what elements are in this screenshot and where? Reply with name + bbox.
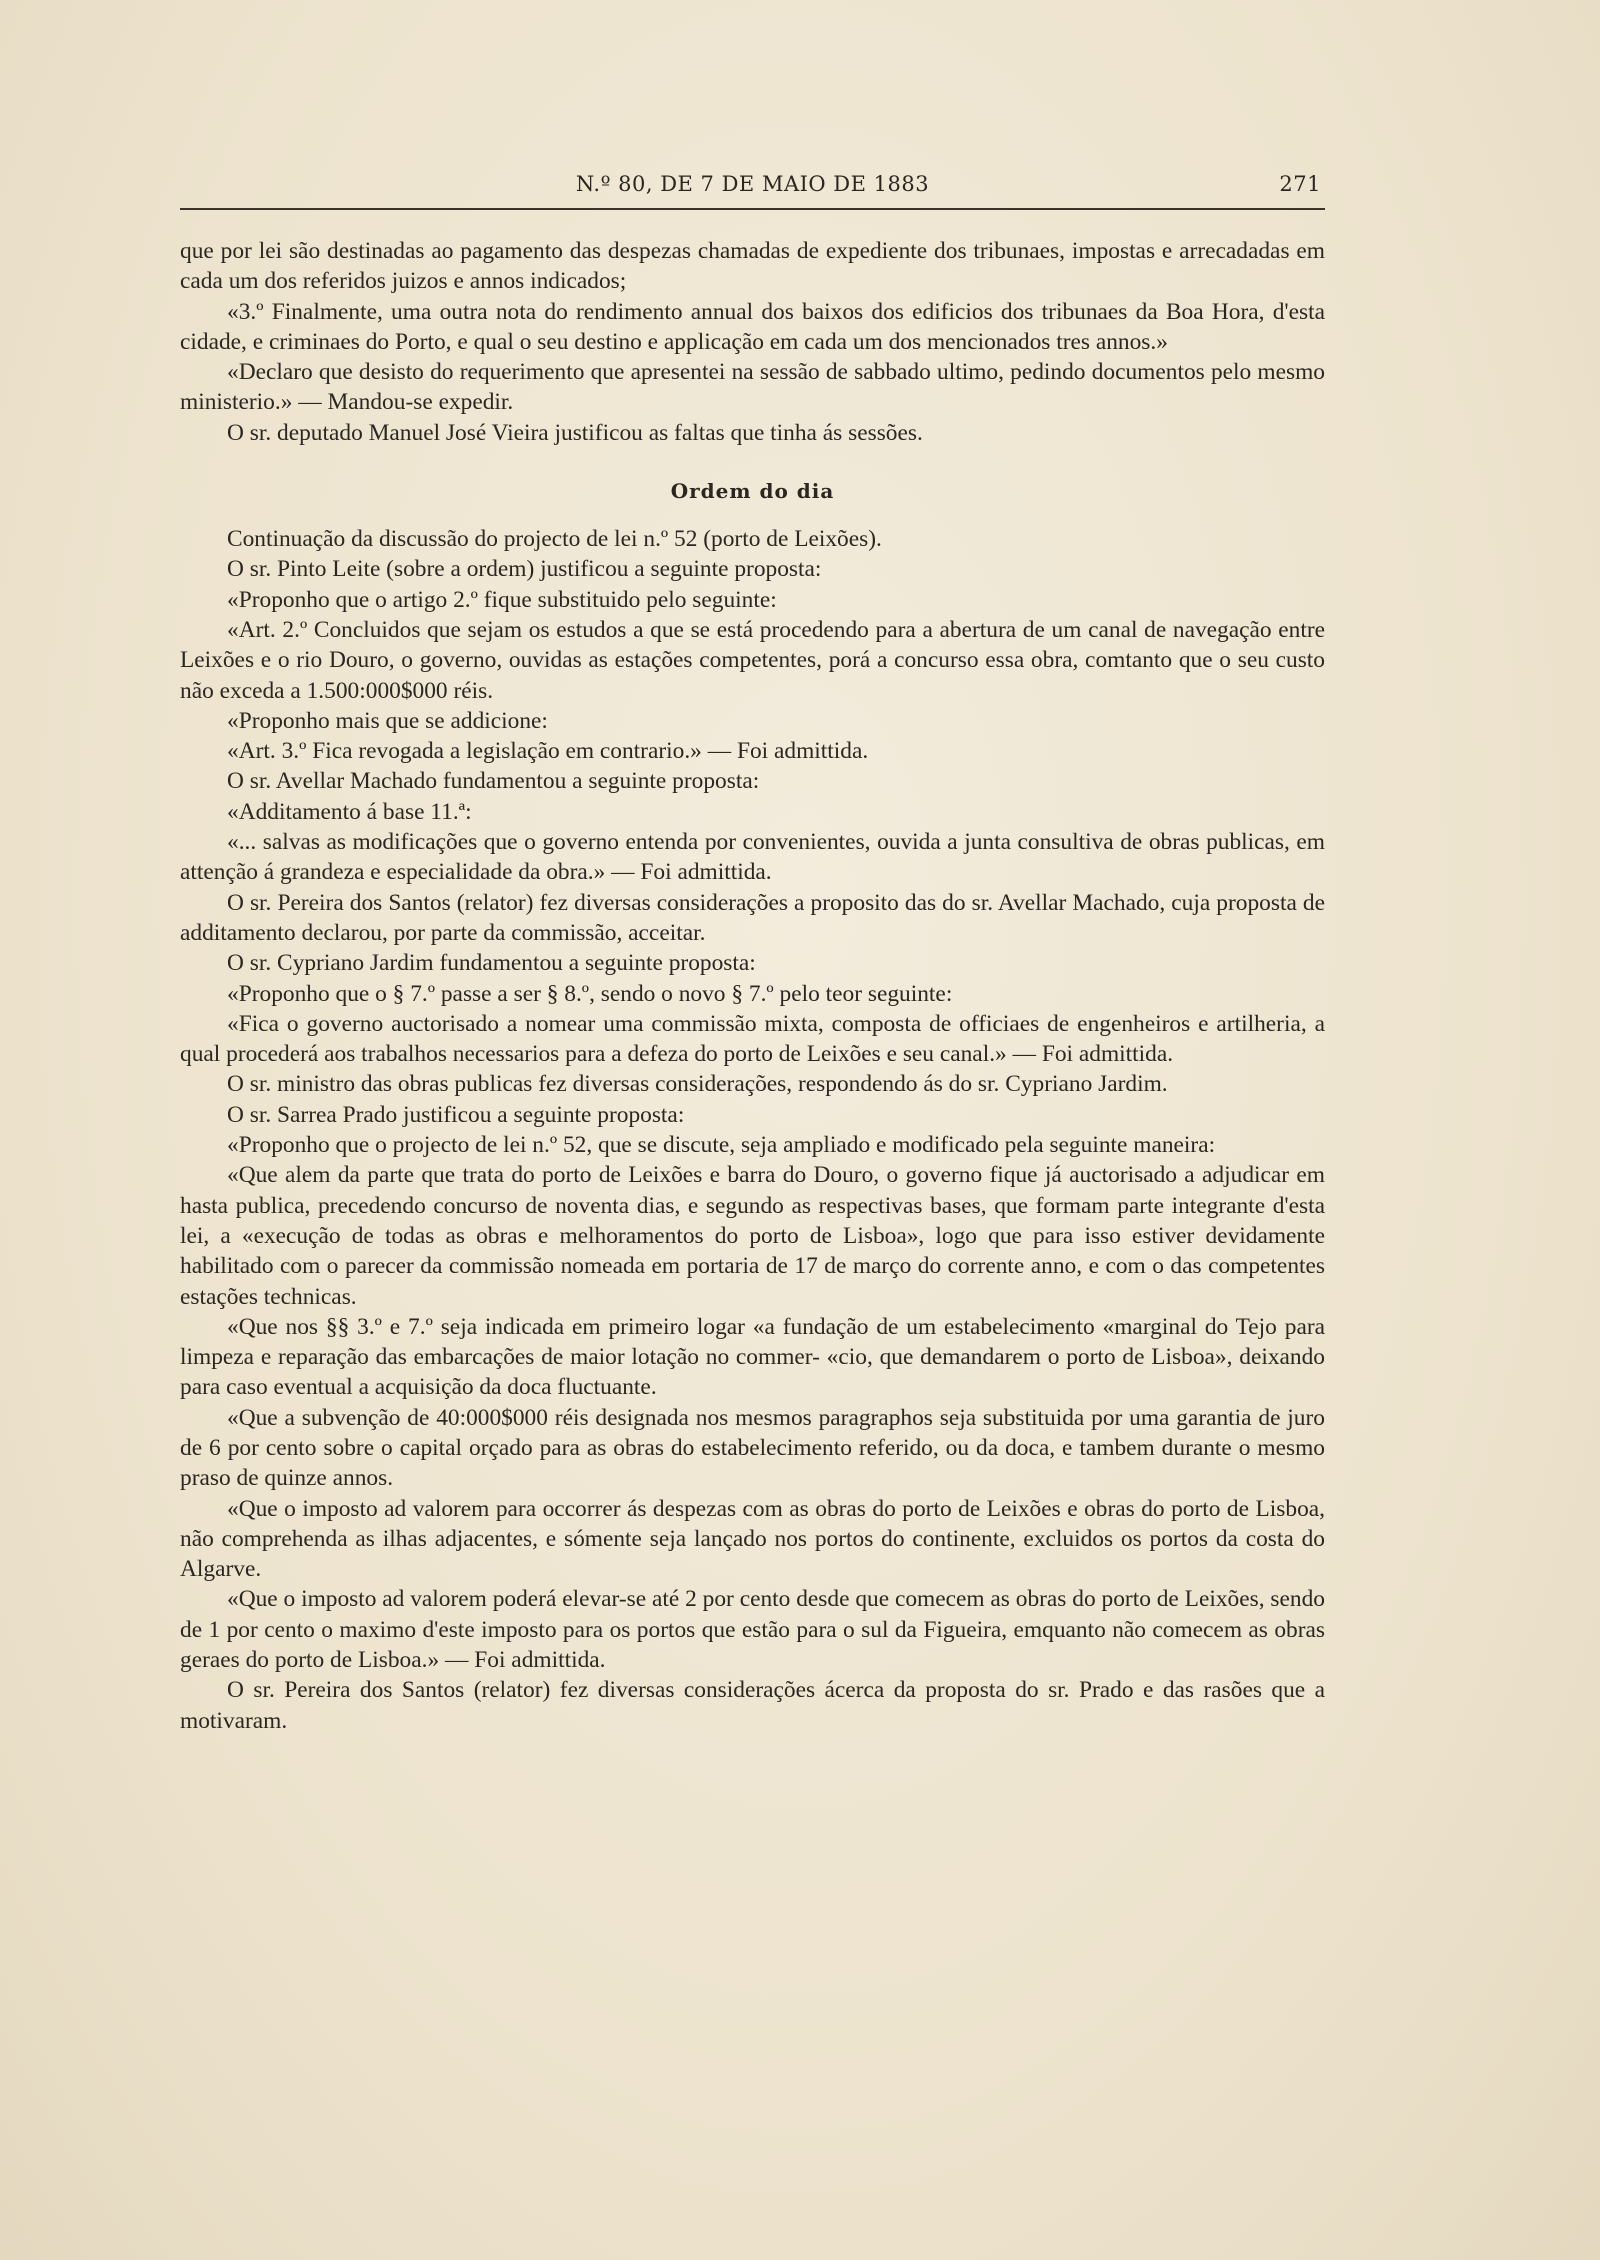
page-number: 271 (1279, 172, 1321, 196)
header-rule (180, 208, 1325, 210)
paragraph: «Additamento á base 11.ª: (227, 798, 472, 825)
paragraph: «Proponho mais que se addicione: (227, 707, 548, 734)
paragraph: «3.º Finalmente, uma outra nota do rendimento annual dos baixos dos edificios dos tribunaes da Boa Hora, d'esta cidade, e criminaes do Porto, e qual o seu destino e applicação em cada um dos mencionados tres annos.» (180, 298, 1325, 355)
page-header (180, 172, 1325, 202)
paragraph: O sr. Pinto Leite (sobre a ordem) justificou a seguinte proposta: (227, 556, 822, 583)
paragraph: que por lei são destinadas ao pagamento das despezas chamadas de expediente dos tribunaes, impostas e arrecadadas em cada um dos referidos juizos e annos indicados; (180, 238, 1325, 295)
paragraph: «Que nos §§ 3.º e 7.º seja indicada em primeiro logar «a fundação de um estabelecimento «marginal do Tejo para limpeza e reparação das embarcações de maior lotação no commer- «cio, que demandarem o porto de Lisboa», deixando para caso eventual a acquisição da doca fluctuante. (180, 1313, 1325, 1401)
paragraph: «Que o imposto ad valorem poderá elevar-se até 2 por cento desde que comecem as obras do porto de Leixões, sendo de 1 por cento o maximo d'este imposto para os portos que estão para o sul da Figueira, emquanto não comecem as obras geraes do porto de Lisboa.» — Foi admittida. (180, 1586, 1325, 1674)
paragraphs-bottom (180, 524, 1325, 1736)
issue-line: N.º 80, DE 7 DE MAIO DE 1883 (575, 172, 930, 196)
paragraph: «... salvas as modificações que o governo entenda por convenientes, ouvida a junta consultiva de obras publicas, em attenção á grandeza e especialidade da obra.» — Foi admittida. (180, 829, 1325, 886)
paragraph: O sr. Pereira dos Santos (relator) fez diversas considerações ácerca da proposta do sr. Prado e das rasões que a motivaram. (180, 1677, 1325, 1734)
paragraph: O sr. Avellar Machado fundamentou a seguinte proposta: (227, 768, 760, 795)
paragraph: «Que o imposto ad valorem para occorrer ás despezas com as obras do porto de Leixões e obras do porto de Lisboa, não comprehenda as ilhas adjacentes, e sómente seja lançado nos portos do continente, excluidos os portos da costa do Algarve. (180, 1495, 1325, 1583)
paragraph: O sr. ministro das obras publicas fez diversas considerações, respondendo ás do sr. Cypriano Jardim. (227, 1071, 1168, 1098)
paragraphs-top (180, 236, 1325, 448)
paragraph: «Proponho que o artigo 2.º fique substituido pelo seguinte: (227, 586, 777, 613)
paragraph: O sr. Pereira dos Santos (relator) fez diversas considerações a proposito das do sr. Avellar Machado, cuja proposta de additamento declarou, por parte da commissão, acceitar. (180, 889, 1325, 946)
paragraph: O sr. deputado Manuel José Vieira justificou as faltas que tinha ás sessões. (227, 419, 923, 446)
paragraph: «Que a subvenção de 40:000$000 réis designada nos mesmos paragraphos seja substituida por uma garantia de juro de 6 por cento sobre o capital orçado para as obras do estabelecimento referido, ou da doca, e tambem durante o mesmo praso de quinze annos. (180, 1404, 1325, 1492)
paragraph: Continuação da discussão do projecto de lei n.º 52 (porto de Leixões). (227, 526, 882, 553)
paragraph: «Declaro que desisto do requerimento que apresentei na sessão de sabbado ultimo, pedindo documentos pelo mesmo ministerio.» — Mandou-se expedir. (180, 359, 1325, 416)
body-text (180, 236, 1325, 1736)
paragraph: «Proponho que o § 7.º passe a ser § 8.º, sendo o novo § 7.º pelo teor seguinte: (227, 980, 953, 1007)
paragraph: O sr. Cypriano Jardim fundamentou a seguinte proposta: (227, 950, 756, 977)
paragraph: O sr. Sarrea Prado justificou a seguinte proposta: (227, 1101, 685, 1128)
paragraph: «Proponho que o projecto de lei n.º 52, que se discute, seja ampliado e modificado pela seguinte maneira: (227, 1132, 1216, 1159)
paragraph: «Art. 3.º Fica revogada a legislação em contrario.» — Foi admittida. (227, 738, 869, 765)
paragraph: «Que alem da parte que trata do porto de Leixões e barra do Douro, o governo fique já auctorisado a adjudicar em hasta publica, precedendo concurso de noventa dias, e segundo as respectivas bases, que formam parte integrante d'esta lei, a «execução de todas as obras e melhoramentos do porto de Lisboa», logo que para isso estiver devidamente habilitado com o parecer da commissão nomeada em portaria de 17 de março do corrente anno, e com o das competentes estações technicas. (180, 1162, 1325, 1310)
section-heading: Ordem do dia (670, 479, 835, 504)
paragraph: «Art. 2.º Concluidos que sejam os estudos a que se está procedendo para a abertura de um canal de navegação entre Leixões e o rio Douro, o governo, ouvidas as estações competentes, porá a concurso essa obra, comtanto que o seu custo não exceda a 1.500:000$000 réis. (180, 616, 1325, 704)
paragraph: «Fica o governo auctorisado a nomear uma commissão mixta, composta de officiaes de engenheiros e artilheria, a qual procederá aos trabalhos necessarios para a defeza do porto de Leixões e seu canal.» — Foi admittida. (180, 1010, 1325, 1068)
